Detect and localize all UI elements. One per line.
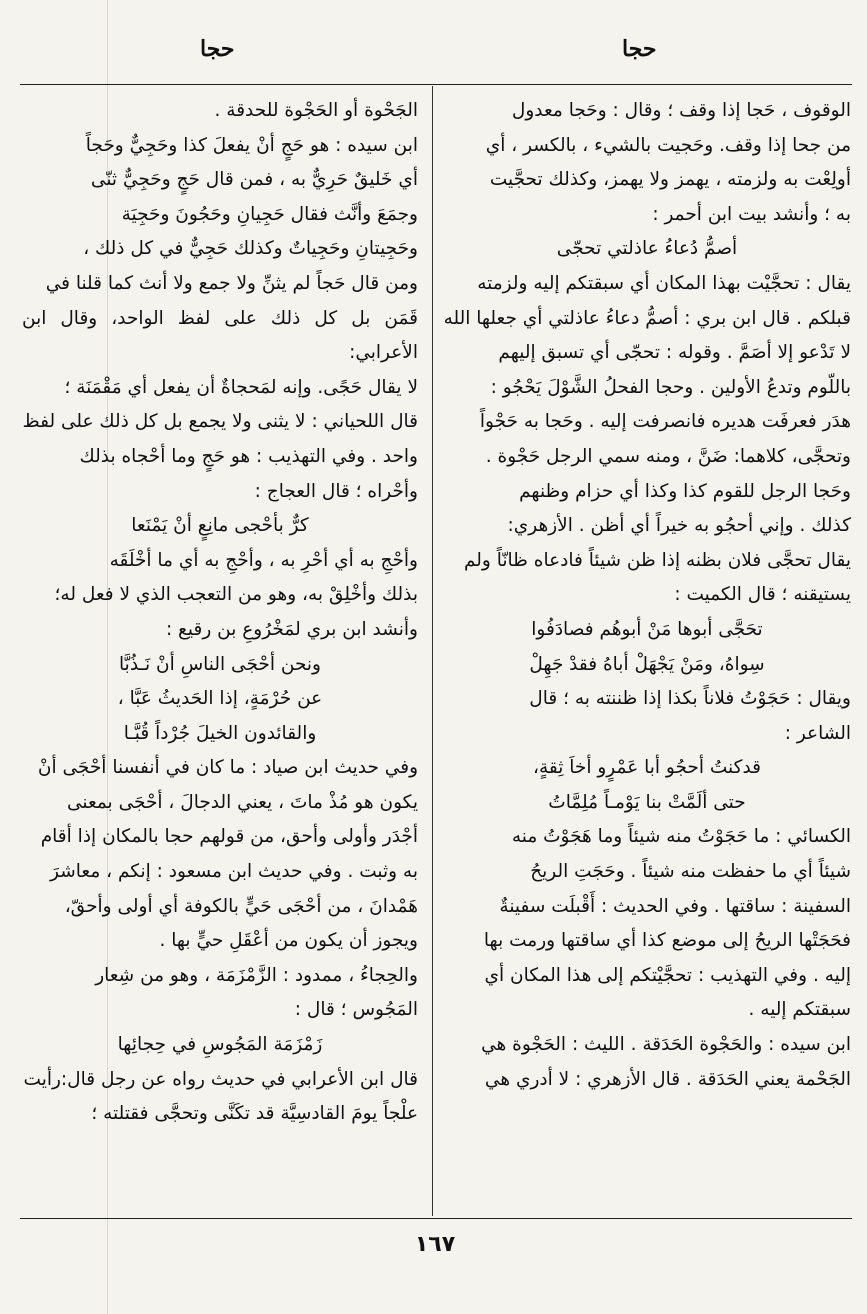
verse-line: زَمْزَمَة المَجُوسِ في حِجائِها <box>117 1034 323 1056</box>
text-line: إليه . وفي التهذيب : تحجَّيْتكم إلى هذا المكان أي <box>484 964 851 986</box>
text-line: يقال : تحجَّيْت بهذا المكان أي سبقتكم إليه ولزمته <box>477 272 851 294</box>
footer-rule <box>20 1218 852 1219</box>
header-rule <box>20 84 852 85</box>
text-line: وتحجَّى، كلاهما: ضَنَّ ، ومنه سمي الرجل حَجْوة . <box>485 445 851 467</box>
text-line: قَمَن بل كل ذلك على لفظ الواحد، وقال ابن الأعرابي: <box>22 307 418 364</box>
text-line: وحَجِيتانِ وحَجِياتٌ وكذلك حَجِيٌّ في كل ذلك ، <box>83 238 418 260</box>
verse-line: قدكنتُ أحجُو أبا عَمْرٍو أخاَ ثِقةٍ، <box>533 757 761 779</box>
text-line: يقال تحجَّى فلان بظنه إذا ظن شيئاً فادعاه ظانّاً ولم <box>463 549 851 571</box>
text-line: من جحا إذا وقف. وحَجيت بالشيء ، بالكسر ، أي <box>485 134 851 156</box>
text-line: لا يقال حَجًى. وإنه لمَحجاةٌ أن يفعل أي مَقْمَنَة ؛ <box>64 376 418 398</box>
text-line: المَجُوس ؛ قال : <box>294 999 418 1021</box>
text-line: سبقتكم إليه . <box>748 999 851 1021</box>
text-line: يستيقنه ؛ قال الكميت : <box>674 584 851 606</box>
text-line: السفينة : ساقتها . وفي الحديث : أَقْبلَت سفينةٌ <box>499 895 851 917</box>
header-right-word: حجا <box>622 36 657 62</box>
text-line: ومن قال حَجاً لم يثنِّ ولا جمع ولا أنث كما قلنا في <box>45 272 418 294</box>
verse-line: أصمُّ دُعاءُ عاذلتي تحجّى <box>556 238 738 260</box>
text-line: ويجوز أن يكون من أعْقَلِ حيٍّ بها . <box>159 930 418 952</box>
text-line: بذلك وأخْلِقْ به، وهو من التعجب الذي لا فعل له؛ <box>54 584 418 606</box>
text-line: والحِجاءُ ، ممدود : الزَّمْزَمَة ، وهو من شِعار <box>95 964 418 986</box>
text-line: الشاعر : <box>784 722 851 744</box>
text-line: الجَحْمة يعني الحَدَقة . قال الأزهري : لا أدري هي <box>484 1068 851 1090</box>
verse-line: عن حُرْمَةٍ، إذا الحَديثُ عَبَّا ، <box>117 688 323 710</box>
text-line: الجَحْوة أو الحَجْوة للحدقة . <box>214 100 418 121</box>
text-line: فحَجَتْها الريحُ إلى موضع كذا أي ساقتها ورمت بها <box>483 930 851 952</box>
text-line: ويقال : حَجَوْتُ فلاناً بكذا إذا ظننته به ؛ قال <box>529 688 851 710</box>
verse-line: حتى ألَمَّتْ بنا يَوْمـاً مُلِمَّاتُ <box>548 791 746 813</box>
column-divider <box>432 86 433 1216</box>
verse-line: سِواهُ، ومَنْ يَجْهَلْ أباهُ فقدْ جَهِلْ <box>529 653 765 675</box>
verse-line: تحَجَّى أبوها مَنْ أبوهُم فصادَفُوا <box>531 618 763 640</box>
text-line: هدَر فعرفَت هديره فانصرفت إليه . وحَجا به حَجْواً <box>479 411 851 433</box>
text-line: الكسائي : ما حَجَوْتُ منه شيئاً وما هَجَوْتُ منه <box>511 826 851 848</box>
text-line: أجْدَر وأولى وأحق، من قولهم حجا بالمكان إذا أقام <box>40 826 418 848</box>
text-line: وأحْراه ؛ قال العجاج : <box>254 480 418 502</box>
text-line: أي خَليقٌ حَرِيٌّ به ، فمن قال حَجٍ وحَجِيٌّ ثنّى <box>90 169 418 191</box>
text-line: باللّوم وتدعُ الأولين . وحجا الفحلُ الشَّوْلَ يَحْجُو : <box>490 376 851 398</box>
text-line: قال اللحياني : لا يثنى ولا يجمع بل كل ذلك على لفظ <box>22 411 418 433</box>
text-line: وأنشد ابن بري لمَخْرُوعِ بن رقيع : <box>165 618 418 640</box>
text-line: يكون هو مُذْ ماتَ ، يعني الدجالَ ، أحْجَى بمعنى <box>66 791 418 813</box>
header-left-word: حجا <box>200 36 235 62</box>
text-line: به ؛ وأنشد بيت ابن أحمر : <box>652 203 851 225</box>
text-line: كذلك . وإني أحجُو به خيراً أي أظن . الأزهري: <box>507 515 851 537</box>
page-number: ١٦٧ <box>414 1232 456 1257</box>
text-line: لا تَدْعو إلا أصَمَّ . وقوله : تحجّى أي تسبق إليهم <box>498 342 851 364</box>
text-line: هَمْدانَ ، من أحْجَى حَيٍّ بالكوفة أي أولى وأحقّ، <box>64 895 418 917</box>
text-line: وحَجا الرجل للقوم كذا وكذا أي حزام وظنهم <box>519 480 851 502</box>
verse-line: ونحن أحْجَى الناسِ أنْ نَـذُبَّا <box>119 653 321 675</box>
text-line: وفي حديث ابن صياد : ما كان في أنفسنا أحْجَى أنْ <box>37 757 418 779</box>
text-line: قال ابن الأعرابي في حديث رواه عن رجل قال:رأيت <box>23 1068 418 1090</box>
text-line: أولِعْت به ولزمته ، يهمز ولا يهمز، وكذلك تحجَّيت <box>489 169 851 191</box>
text-line: شيئاً أي ما حفظت منه شيئاً . وحَجَتِ الريحُ <box>530 861 851 883</box>
text-line: وأحْجِ به أي أحْرِ به ، وأحْجِ به أي ما أخْلَقَه <box>109 549 418 571</box>
text-line: وجمَعَ وأنَّث فقال حَجِيانِ وحَجُونَ وحَجِيَة <box>121 203 418 225</box>
text-line: ابن سيده : هو حَجٍ أنْ يفعلَ كذا وحَجِيٌّ وحَجاً <box>85 134 418 156</box>
right-column <box>443 94 851 1097</box>
text-line: به وثبت . وفي حديث ابن مسعود : إنكم ، معاشرَ <box>50 861 418 883</box>
left-column <box>22 94 418 1132</box>
verse-line: كرٌّ بأحْجى مانِعٍ أنْ يَمْنَعا <box>131 515 309 537</box>
text-line: قبلكم . قال ابن بري : أصمُّ دعاءُ عاذلتي أي جعلها الله <box>443 307 851 329</box>
text-line: ابن سيده : والحَجْوة الحَدَقة . الليث : الحَجْوة هي <box>481 1034 851 1056</box>
verse-line: والقائدون الخيلَ جُرْداً قُبَّـا <box>123 722 317 744</box>
text-line: علْجاً يومَ القادسِيَّة قد تكَنَّى وتحجَّى فقتلته ؛ <box>91 1103 418 1125</box>
text-line: الوقوف ، حَجا إذا وقف ؛ وقال : وحَجا معدول <box>511 100 851 121</box>
text-line: واحد . وفي التهذيب : هو حَجٍ وما أحْجاه بذلك <box>79 445 418 467</box>
